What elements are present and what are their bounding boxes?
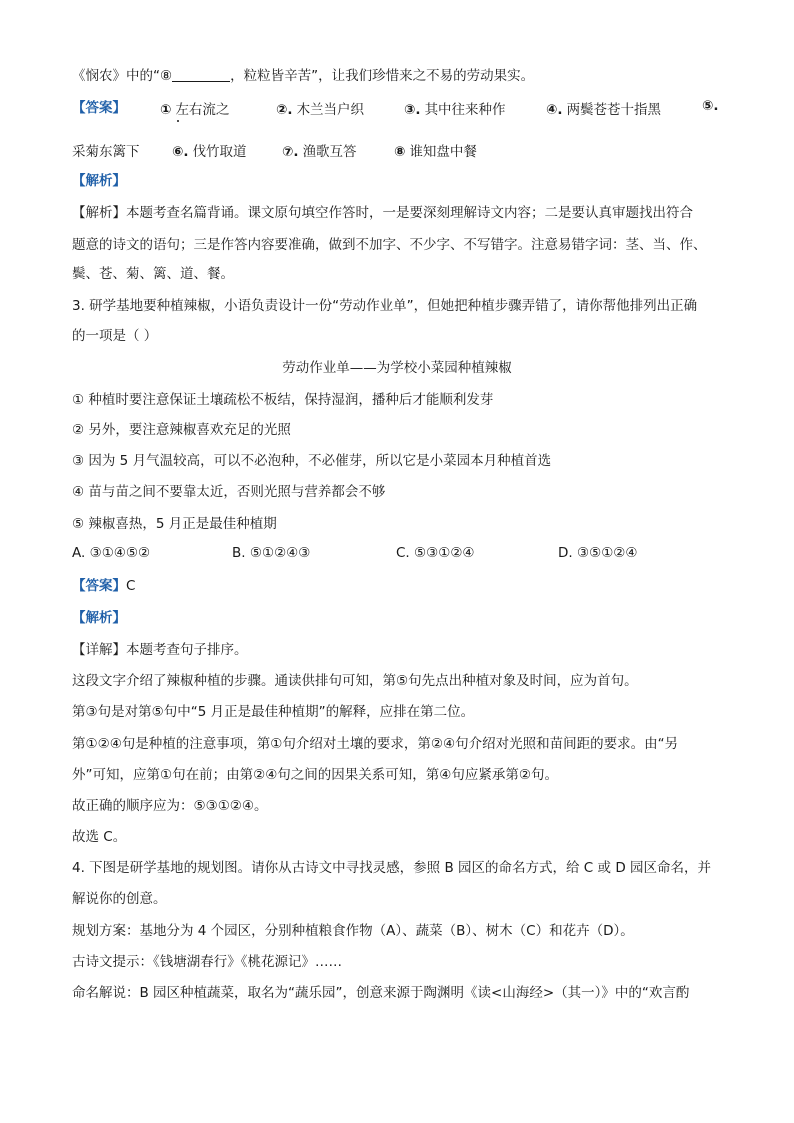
q2-tail-suffix: ，粒粒皆辛苦”，让我们珍惜来之不易的劳动果实。	[230, 68, 535, 84]
q2-tail-prefix: 《悯农》中的“⑧	[72, 68, 173, 84]
q3-sentence-4: ④ 苗与苗之间不要靠太近，否则光照与营养都会不够	[72, 484, 386, 500]
q3-option-b: B. ⑤①②④③	[232, 545, 311, 561]
analysis-body-tag: 【解析】	[72, 205, 126, 221]
q2-tail-line	[72, 66, 732, 86]
q2-answer-item-2: ②. 木兰当户织	[276, 102, 365, 118]
emphasis-dot	[177, 120, 179, 122]
q3-sentence-2: ② 另外，要注意辣椒喜欢充足的光照	[72, 422, 291, 438]
q3-answer-value: C	[126, 578, 136, 594]
q2-answer-item-8: ⑧ 谁知盘中餐	[394, 144, 477, 160]
q3-detail-line-4: 外”可知，应第①句在前；由第②④句之间的因果关系可知，第④句应紧承第②句。	[72, 767, 559, 783]
q3-sentence-5: ⑤ 辣椒喜热，5 月正是最佳种植期	[72, 516, 277, 532]
q3-option-c: C. ⑤③①②④	[396, 545, 475, 561]
q2-analysis-line-2: 题意的诗文的语句；三是作答内容要准确，做到不加字、不少字、不写错字。注意易错字词：茎、当、作、	[72, 237, 707, 253]
q4-plan: 规划方案：基地分为 4 个园区，分别种植粮食作物（A）、蔬菜（B）、树木（C）和花卉（D）。	[72, 923, 634, 939]
q3-detail-line-3: 第①②④句是种植的注意事项，第①句介绍对土壤的要求，第②④句介绍对光照和苗间距的要求。由“另	[72, 736, 679, 752]
q2-answer-item-7: ⑦. 渔歌互答	[282, 144, 357, 160]
q3-option-a: A. ③①④⑤②	[72, 545, 151, 561]
q3-detail-line-0: 【详解】本题考查句子排序。	[72, 642, 248, 658]
q3-option-d: D. ③⑤①②④	[558, 545, 638, 561]
detail-tag: 【详解】	[72, 642, 126, 658]
q3-detail-line-6: 故选 C。	[72, 829, 127, 845]
q3-detail-line-1: 这段文字介绍了辣椒种植的步骤。通读供排句可知，第⑤句先点出种植对象及时间，应为首句。	[72, 673, 638, 689]
q2-analysis-line-3: 鬓、苍、菊、篱、道、餐。	[72, 266, 234, 282]
answer-tag: 【答案】	[72, 100, 126, 116]
q3-sentence-1: ① 种植时要注意保证土壤疏松不板结，保持湿润，播种后才能顺利发芽	[72, 392, 494, 408]
q4-stem-line-1: 4. 下图是研学基地的规划图。请你从古诗文中寻找灵感，参照 B 园区的命名方式，给 C 或 D 园区命名，并	[72, 860, 712, 876]
worksheet-title: 劳动作业单——为学校小菜园种植辣椒	[282, 360, 512, 376]
q3-answer-line: 【答案】C	[72, 578, 136, 594]
q2-answer-item-5-text: 采菊东篱下	[72, 144, 140, 160]
fill-blank	[172, 67, 230, 82]
q2-analysis-heading: 【解析】	[72, 173, 126, 189]
q3-detail-line-5: 故正确的顺序应为：⑤③①②④。	[72, 798, 268, 814]
q3-detail-line-2: 第③句是对第⑤句中“5 月正是最佳种植期”的解释，应排在第二位。	[72, 704, 475, 720]
q2-answer-item-4: ④. 两鬓苍苍十指黑	[546, 102, 662, 118]
q4-naming: 命名解说：B 园区种植蔬菜，取名为“蔬乐园”，创意来源于陶渊明《读<山海经>（其一）》中的“欢言酌	[72, 985, 690, 1001]
q2-answer-item-5: ⑤.	[702, 98, 719, 114]
q4-stem-line-2: 解说你的创意。	[72, 891, 167, 907]
q3-sentence-3: ③ 因为 5 月气温较高，可以不必泡种，不必催芽，所以它是小菜园本月种植首选	[72, 453, 552, 469]
q3-analysis-heading: 【解析】	[72, 610, 126, 626]
q3-stem-line-2: 的一项是（ ）	[72, 328, 158, 344]
q2-answer-item-3: ③. 其中往来种作	[404, 102, 506, 118]
q2-answer-item-6: ⑥. 伐竹取道	[172, 144, 247, 160]
q4-hint: 古诗文提示：《钱塘湖春行》《桃花源记》……	[72, 954, 342, 970]
q3-stem-line-1: 3. 研学基地要种植辣椒，小语负责设计一份“劳动作业单”，但她把种植步骤弄错了，请你帮他排列出正确	[72, 298, 698, 314]
q2-analysis-line-1: 【解析】本题考查名篇背诵。课文原句填空作答时，一是要深刻理解诗文内容；二是要认真审题找出符合	[72, 205, 693, 221]
q2-answer-item-1: ① 左右流之	[160, 102, 230, 118]
